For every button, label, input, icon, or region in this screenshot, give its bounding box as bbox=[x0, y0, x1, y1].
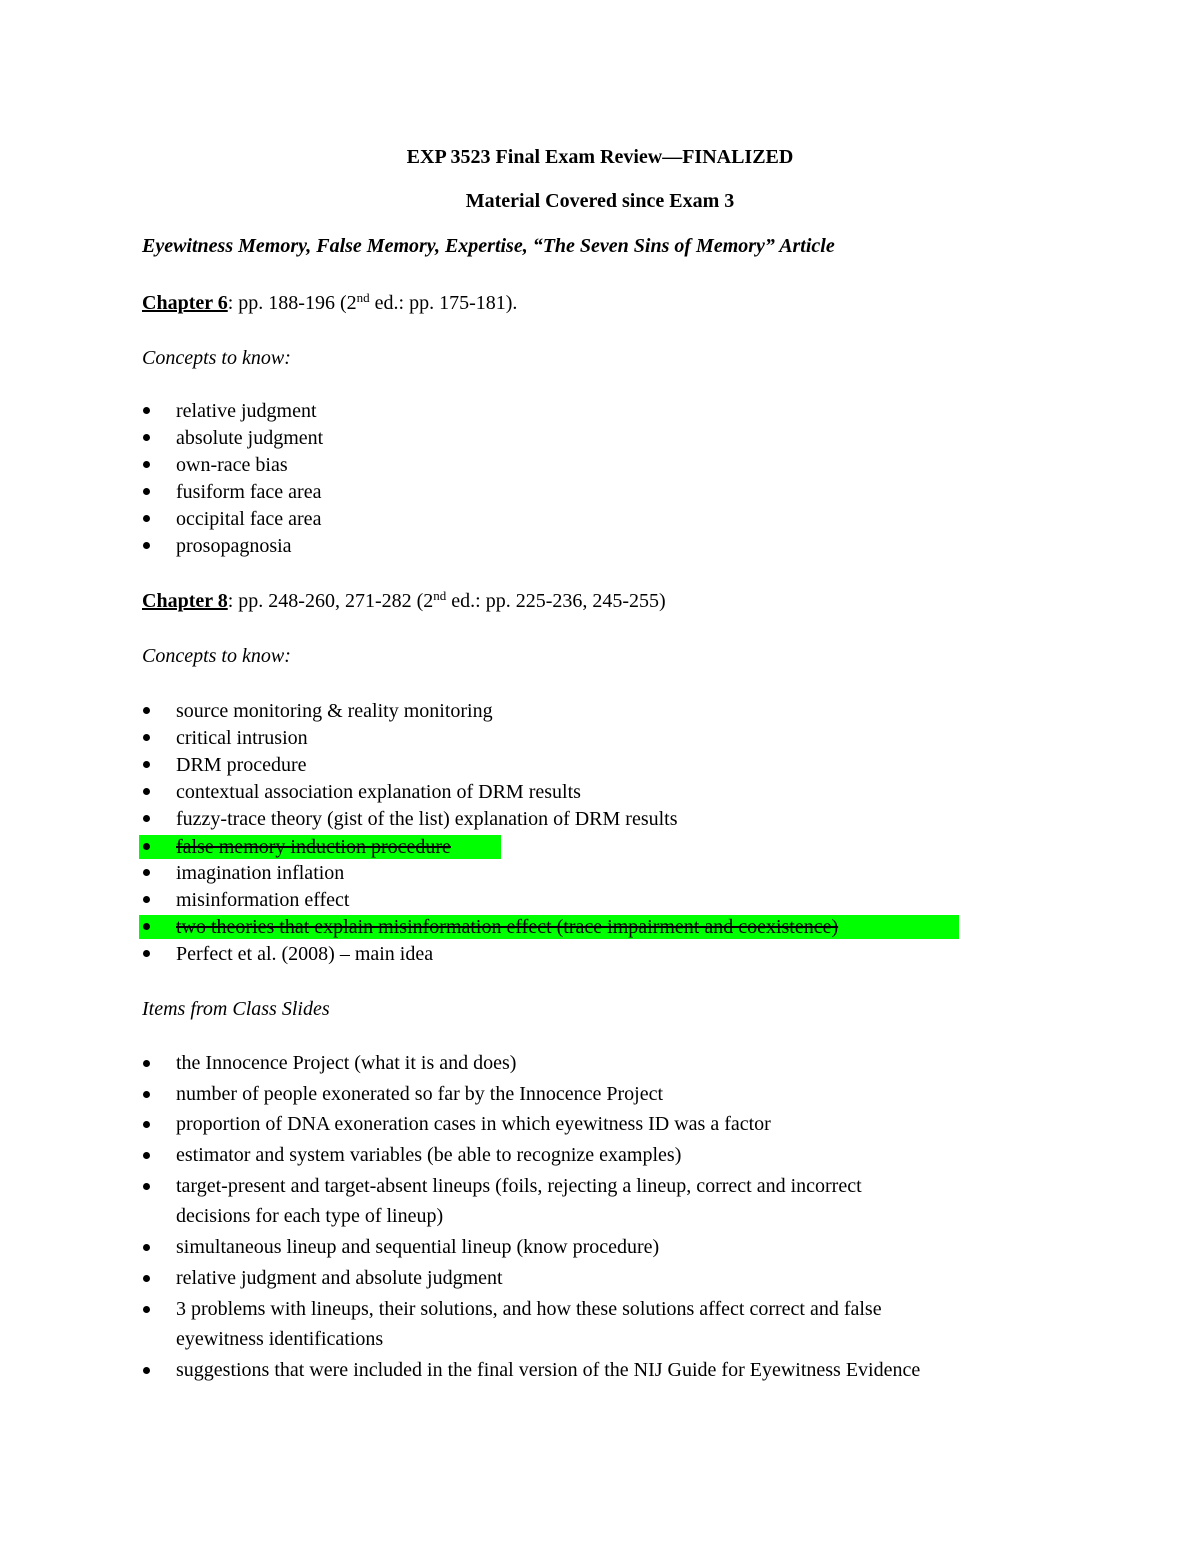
document-title: EXP 3523 Final Exam Review—FINALIZED bbox=[406, 146, 794, 168]
bullet-icon bbox=[142, 1244, 152, 1254]
chapter6-item: own-race bias bbox=[176, 454, 288, 476]
chapter8-item: imagination inflation bbox=[176, 862, 345, 884]
bullet-icon bbox=[142, 761, 152, 771]
slides-item: target-present and target-absent lineups (foils, rejecting a lineup, correct and incorrect bbox=[176, 1175, 862, 1197]
chapter6-pages-alt: ed.: pp. 175-181). bbox=[369, 292, 518, 314]
bullet-icon bbox=[142, 1183, 152, 1193]
bullet-icon bbox=[142, 542, 152, 552]
bullet-icon bbox=[142, 461, 152, 471]
chapter6-item: occipital face area bbox=[176, 508, 322, 530]
chapter6-item: relative judgment bbox=[176, 400, 317, 422]
chapter6-pages: : pp. 188-196 (2 bbox=[227, 292, 357, 314]
chapter6-item: fusiform face area bbox=[176, 481, 322, 503]
slides-item: the Innocence Project (what it is and does) bbox=[176, 1052, 517, 1074]
chapter8-pages-alt: ed.: pp. 225-236, 245-255) bbox=[446, 590, 666, 612]
topics-line: Eyewitness Memory, False Memory, Expertise, “The Seven Sins of Memory” Article bbox=[142, 235, 835, 257]
chapter6-label: Chapter 6 bbox=[142, 292, 228, 314]
slides-item: simultaneous lineup and sequential lineup (know procedure) bbox=[176, 1236, 660, 1258]
slides-item: suggestions that were included in the final version of the NIJ Guide for Eyewitness Evidence bbox=[176, 1359, 921, 1381]
chapter8-item: misinformation effect bbox=[176, 889, 350, 911]
bullet-icon bbox=[142, 815, 152, 825]
bullet-icon bbox=[142, 1152, 152, 1162]
bullet-icon bbox=[142, 734, 152, 744]
bullet-icon bbox=[142, 1060, 152, 1070]
chapter6-concepts-heading: Concepts to know: bbox=[142, 347, 291, 369]
bullet-icon bbox=[142, 843, 152, 853]
bullet-icon bbox=[142, 515, 152, 525]
bullet-icon bbox=[142, 407, 152, 417]
chapter8-item: Perfect et al. (2008) – main idea bbox=[176, 943, 434, 965]
chapter8-item: critical intrusion bbox=[176, 727, 308, 749]
chapter8-item: DRM procedure bbox=[176, 754, 307, 776]
chapter8-item-struck: false memory induction procedure bbox=[176, 836, 451, 858]
bullet-icon bbox=[142, 869, 152, 879]
bullet-icon bbox=[142, 896, 152, 906]
bullet-icon bbox=[142, 707, 152, 717]
chapter8-item: contextual association explanation of DRM results bbox=[176, 781, 581, 803]
chapter8-concepts-heading: Concepts to know: bbox=[142, 645, 291, 667]
chapter6-sup: nd bbox=[356, 290, 370, 305]
bullet-icon bbox=[142, 1091, 152, 1101]
chapter6-item: prosopagnosia bbox=[176, 535, 292, 557]
chapter8-item: fuzzy-trace theory (gist of the list) explanation of DRM results bbox=[176, 808, 678, 830]
chapter8-heading bbox=[142, 589, 666, 613]
bullet-icon bbox=[142, 1367, 152, 1377]
slides-item-continuation: decisions for each type of lineup) bbox=[176, 1205, 444, 1227]
chapter8-item: source monitoring & reality monitoring bbox=[176, 700, 493, 722]
document-subtitle: Material Covered since Exam 3 bbox=[465, 190, 735, 212]
bullet-icon bbox=[142, 1121, 152, 1131]
slides-item: relative judgment and absolute judgment bbox=[176, 1267, 503, 1289]
bullet-icon bbox=[142, 434, 152, 444]
bullet-icon bbox=[142, 1306, 152, 1316]
bullet-icon bbox=[142, 923, 152, 933]
bullet-icon bbox=[142, 788, 152, 798]
slides-heading: Items from Class Slides bbox=[142, 998, 330, 1020]
bullet-icon bbox=[142, 488, 152, 498]
slides-item: 3 problems with lineups, their solutions, and how these solutions affect correct and false bbox=[176, 1298, 882, 1320]
slides-item-continuation: eyewitness identifications bbox=[176, 1328, 384, 1350]
chapter8-pages: : pp. 248-260, 271-282 (2 bbox=[227, 590, 434, 612]
slides-item: number of people exonerated so far by the Innocence Project bbox=[176, 1083, 664, 1105]
chapter8-label: Chapter 8 bbox=[142, 590, 228, 612]
chapter8-item-struck: two theories that explain misinformation effect (trace impairment and coexistence) bbox=[176, 916, 839, 938]
bullet-icon bbox=[142, 1275, 152, 1285]
chapter6-item: absolute judgment bbox=[176, 427, 324, 449]
chapter6-heading bbox=[142, 291, 517, 315]
chapter8-sup: nd bbox=[433, 588, 447, 603]
slides-item: proportion of DNA exoneration cases in which eyewitness ID was a factor bbox=[176, 1113, 771, 1135]
bullet-icon bbox=[142, 950, 152, 960]
slides-item: estimator and system variables (be able to recognize examples) bbox=[176, 1144, 682, 1166]
